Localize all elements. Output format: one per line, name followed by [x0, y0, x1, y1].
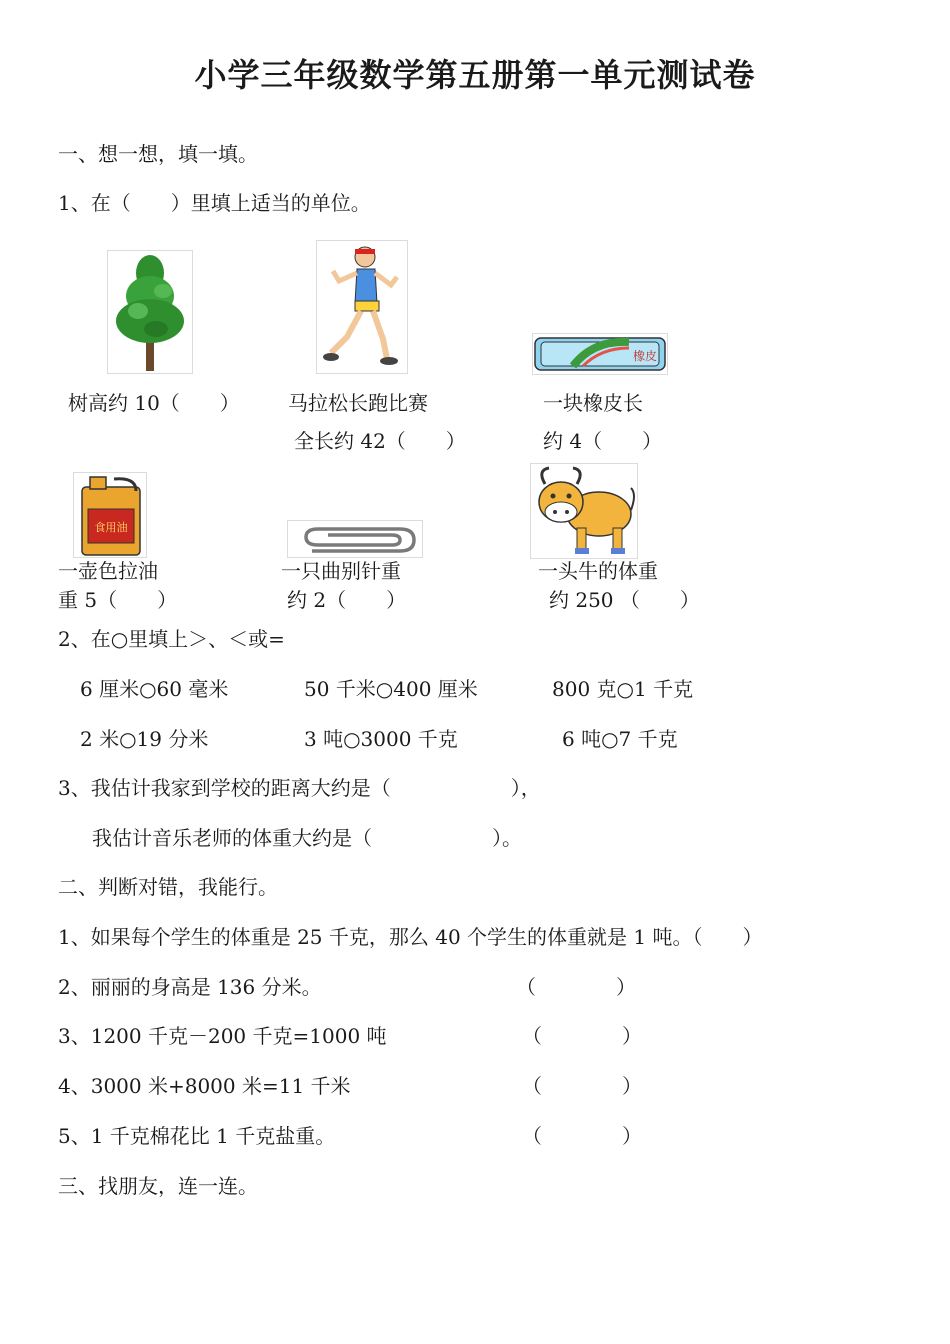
- judge-item: 1、如果每个学生的体重是 25 千克，那么 40 个学生的体重就是 1 吨。（ ）: [58, 925, 763, 949]
- paperclip-icon: [288, 521, 422, 557]
- judge-item: 4、3000 米+8000 米=11 千米: [58, 1074, 351, 1098]
- item-paperclip-line2: 约 2（ ）: [287, 588, 407, 612]
- item-oil-line2: 重 5（ ）: [58, 588, 178, 612]
- judge-item: 5、1 千克棉花比 1 千克盐重。: [58, 1124, 336, 1148]
- page-title: 小学三年级数学第五册第一单元测试卷: [194, 56, 756, 94]
- item-paperclip-line1: 一只曲别针重: [281, 559, 401, 583]
- eraser-image: [532, 333, 668, 375]
- runner-image: [316, 240, 408, 374]
- judge-item: 3、1200 千克－200 千克=1000 吨: [58, 1024, 387, 1048]
- item-cow-line2: 约 250 （ ）: [549, 588, 700, 612]
- item-runner-line1: 马拉松长跑比赛: [288, 391, 428, 415]
- eraser-icon: [533, 334, 667, 374]
- item-tree-line1: 树高约 10（ ）: [68, 391, 240, 415]
- compare-item: 6 厘米○60 毫米: [80, 677, 229, 701]
- section2-heading: 二、判断对错，我能行。: [58, 875, 278, 899]
- compare-item: 6 吨○7 千克: [562, 727, 678, 751]
- question-3-line1: 3、我估计我家到学校的距离大约是（ ），: [58, 776, 541, 800]
- cow-icon: [531, 464, 637, 558]
- item-eraser-line1: 一块橡皮长: [543, 391, 643, 415]
- compare-item: 50 千米○400 厘米: [304, 677, 478, 701]
- item-eraser-line2: 约 4（ ）: [543, 429, 663, 453]
- item-oil-line1: 一壶色拉油: [58, 559, 158, 583]
- tree-image: [107, 250, 193, 374]
- question-2: 2、在○里填上＞、＜或=: [58, 627, 285, 651]
- compare-item: 2 米○19 分米: [80, 727, 209, 751]
- eraser-label: 橡皮: [633, 349, 658, 363]
- oil-jug-icon: [74, 473, 146, 557]
- judge-answer-paren: （ ）: [522, 1124, 642, 1148]
- paperclip-image: [287, 520, 423, 558]
- item-cow-line1: 一头牛的体重: [538, 559, 658, 583]
- oil-jug-label: 食用油: [94, 521, 128, 534]
- compare-item: 3 吨○3000 千克: [304, 727, 458, 751]
- oil-jug-image: [73, 472, 147, 558]
- tree-icon: [108, 251, 192, 373]
- compare-item: 800 克○1 千克: [552, 677, 694, 701]
- judge-answer-paren: （ ）: [516, 975, 636, 999]
- question-3-line2: 我估计音乐老师的体重大约是（ ）。: [92, 826, 522, 850]
- section3-heading: 三、找朋友，连一连。: [58, 1174, 258, 1198]
- question-1: 1、在（ ）里填上适当的单位。: [58, 191, 371, 215]
- item-runner-line2: 全长约 42（ ）: [294, 429, 466, 453]
- runner-icon: [317, 241, 407, 373]
- section1-heading: 一、想一想，填一填。: [58, 142, 258, 166]
- judge-answer-paren: （ ）: [522, 1074, 642, 1098]
- judge-item: 2、丽丽的身高是 136 分米。: [58, 975, 322, 999]
- cow-image: [530, 463, 638, 559]
- judge-answer-paren: （ ）: [522, 1024, 642, 1048]
